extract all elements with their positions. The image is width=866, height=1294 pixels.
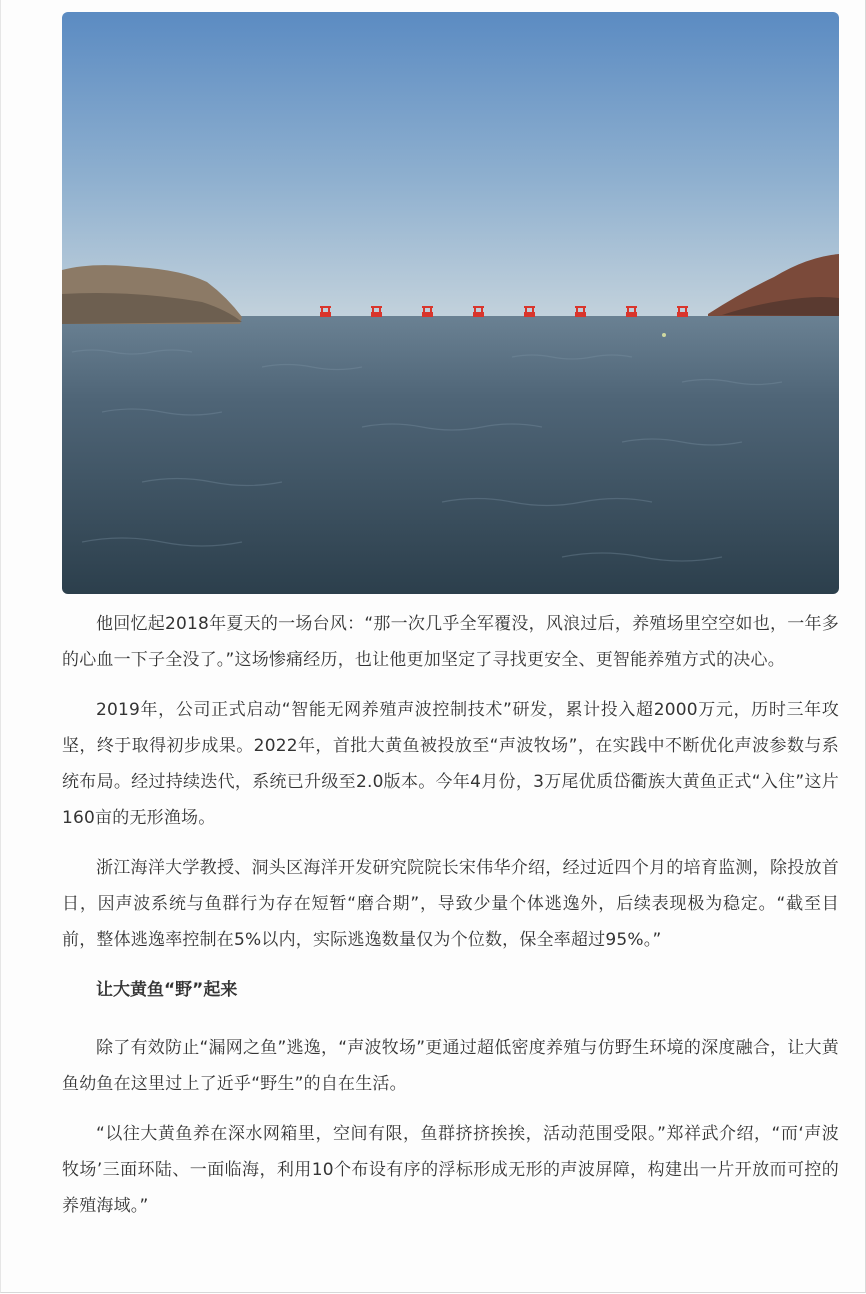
sky bbox=[62, 12, 839, 318]
article-body bbox=[62, 606, 839, 1238]
paragraph-monitoring: 浙江海洋大学教授、洞头区海洋开发研究院院长宋伟华介绍，经过近四个月的培育监测，除投放首日，因声波系统与鱼群行为存在短暂“磨合期”，导致少量个体逃逸外，后续表现极为稳定。“截至目前，整体逃逸率控制在5%以内，实际逃逸数量仅为个位数，保全率超过95%。” bbox=[62, 858, 839, 950]
paragraph-research: 2019年，公司正式启动“智能无网养殖声波控制技术”研发，累计投入超2000万元，历时三年攻坚，终于取得初步成果。2022年，首批大黄鱼被投放至“声波牧场”，在实践中不断优化声波参数与系统布局。经过持续迭代，系统已升级至2.0版本。今年4月份，3万尾优质岱衢族大黄鱼正式“入住”这片160亩的无形渔场。 bbox=[62, 700, 839, 828]
paragraph-sound-barrier: “以往大黄鱼养在深水网箱里，空间有限，鱼群挤挤挨挨，活动范围受限。”郑祥武介绍，“而‘声波牧场’三面环陆、一面临海，利用10个布设有序的浮标形成无形的声波屏障，构建出一片开放而可控的养殖海域。” bbox=[62, 1124, 839, 1216]
paragraph-wild-life: 除了有效防止“漏网之鱼”逃逸，“声波牧场”更通过超低密度养殖与仿野生环境的深度融合，让大黄鱼幼鱼在这里过上了近乎“野生”的自在生活。 bbox=[62, 1038, 839, 1094]
sea-buoys-photo bbox=[62, 12, 839, 594]
small-float bbox=[662, 333, 666, 337]
article-photo bbox=[62, 12, 839, 594]
sea bbox=[62, 316, 839, 594]
paragraph-typhoon: 他回忆起2018年夏天的一场台风：“那一次几乎全军覆没，风浪过后，养殖场里空空如也，一年多的心血一下子全没了。”这场惨痛经历，也让他更加坚定了寻找更安全、更智能养殖方式的决心。 bbox=[62, 614, 839, 670]
section-heading: 让大黄鱼“野”起来 bbox=[96, 980, 238, 1000]
